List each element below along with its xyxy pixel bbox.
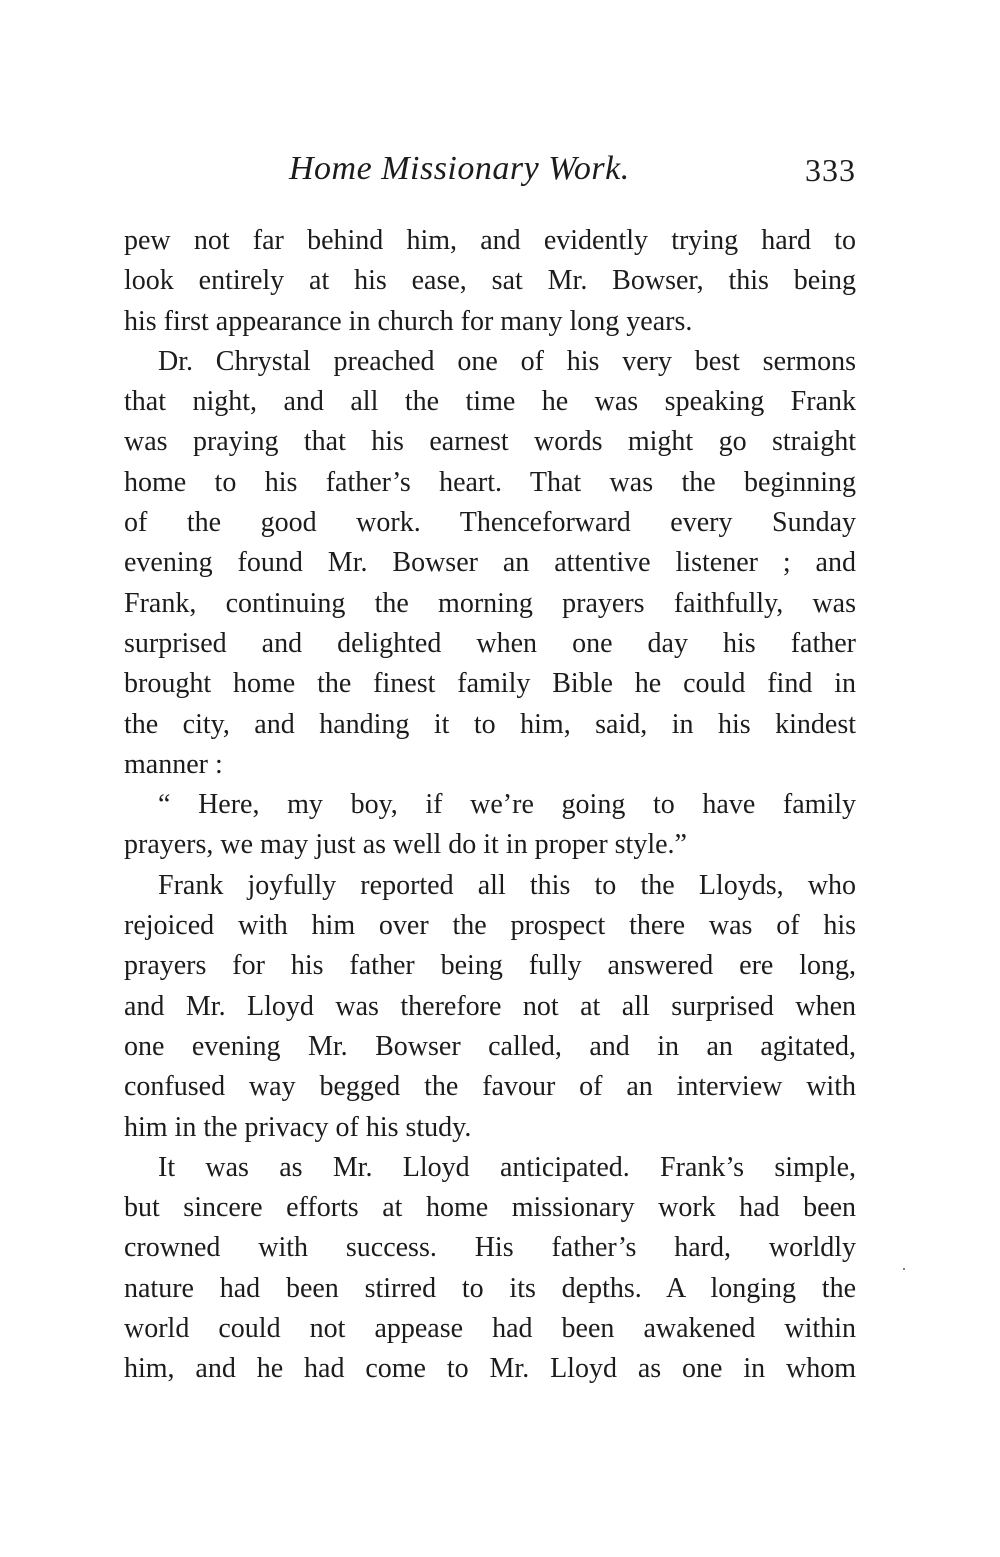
text-line: the city, and handing it to him, said, in his kindest <box>124 708 856 740</box>
text-line: him in the privacy of his study. <box>124 1111 472 1143</box>
text-line: that night, and all the time he was speaking Frank <box>124 386 856 418</box>
text-line: Frank joyfully reported all this to the Lloyds, who <box>158 869 856 901</box>
text-line: home to his father’s heart. That was the beginning <box>124 466 856 498</box>
text-line: manner : <box>124 748 223 780</box>
text-line: but sincere efforts at home missionary work had been <box>124 1192 856 1224</box>
text-line: surprised and delighted when one day his father <box>124 627 856 659</box>
text-line: one evening Mr. Bowser called, and in an agitated, <box>124 1030 856 1062</box>
text-line: It was as Mr. Lloyd anticipated. Frank’s simple, <box>158 1151 856 1183</box>
text-line: brought home the finest family Bible he could find in <box>124 668 856 700</box>
text-line: of the good work. Thenceforward every Sunday <box>124 507 856 539</box>
text-line: crowned with success. His father’s hard, worldly <box>124 1232 856 1264</box>
text-line: evening found Mr. Bowser an attentive listener ; and <box>124 547 856 579</box>
running-title: Home Missionary Work. <box>289 150 630 187</box>
text-line: confused way begged the favour of an interview with <box>124 1071 856 1103</box>
page-number: 333 <box>805 152 856 188</box>
text-line: nature had been stirred to its depths. A longing the <box>124 1272 856 1304</box>
text-line: Dr. Chrystal preached one of his very best sermons <box>158 345 856 377</box>
text-line: look entirely at his ease, sat Mr. Bowser, this being <box>124 265 856 297</box>
text-line: prayers for his father being fully answered ere long, <box>124 950 856 982</box>
text-line: “ Here, my boy, if we’re going to have family <box>158 789 856 821</box>
text-line: world could not appease had been awakened within <box>124 1313 856 1345</box>
text-line: his first appearance in church for many long years. <box>124 305 693 337</box>
paper-speck <box>903 1268 905 1270</box>
text-line: pew not far behind him, and evidently trying hard to <box>124 225 856 256</box>
running-head <box>124 150 856 200</box>
text-line: Frank, continuing the morning prayers faithfully, was <box>124 587 856 619</box>
text-line: him, and he had come to Mr. Lloyd as one in whom <box>124 1353 856 1385</box>
text-line: was praying that his earnest words might go straight <box>124 426 856 458</box>
text-line: prayers, we may just as well do it in proper style.” <box>124 829 687 861</box>
body-text <box>124 221 856 1390</box>
text-line: and Mr. Lloyd was therefore not at all surprised when <box>124 990 856 1022</box>
text-line: rejoiced with him over the prospect there was of his <box>124 910 856 942</box>
